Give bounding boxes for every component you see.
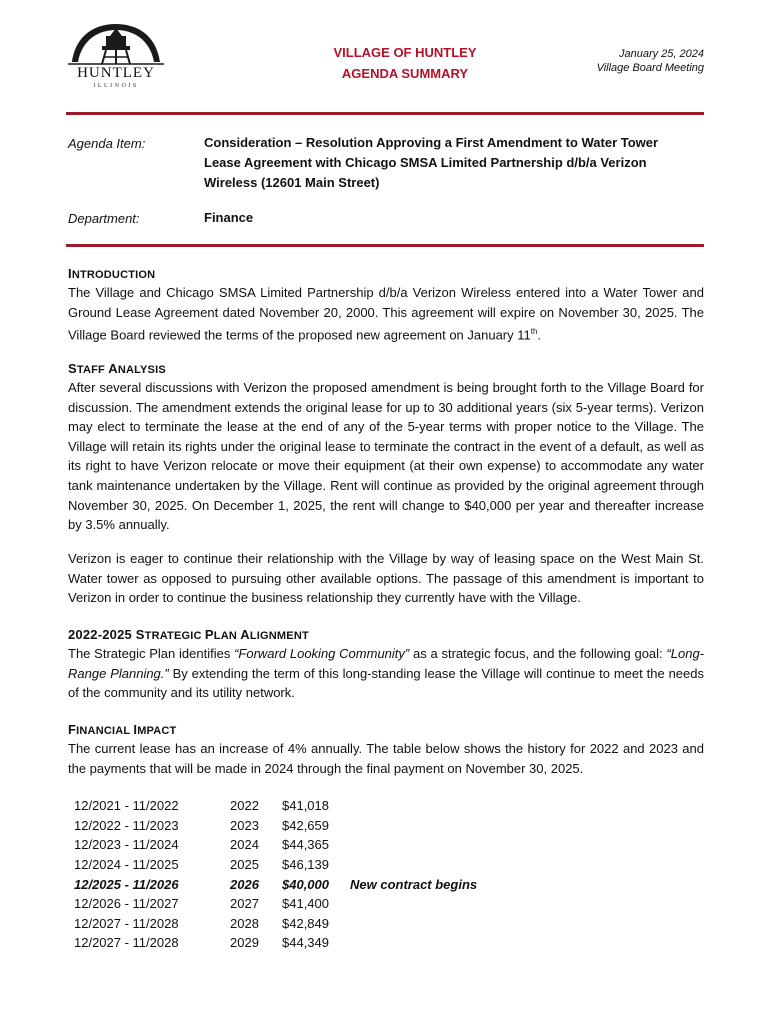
meeting-date: January 25, 2024: [618, 48, 704, 60]
strategic-plan-heading: 2022-2025 STRATEGIC PLAN ALIGNMENT: [68, 627, 309, 642]
department-value: Finance: [204, 210, 254, 225]
table-row: [68, 894, 477, 914]
period-cell: 12/2021 - 11/2022: [74, 798, 179, 814]
agenda-item-label: Agenda Item:: [68, 136, 146, 151]
payment-history-table: [68, 796, 477, 953]
note-cell: [350, 894, 477, 914]
note-cell: [350, 796, 477, 816]
table-row: [68, 796, 477, 816]
year-cell: 2028: [230, 915, 259, 931]
department-label: Department:: [68, 211, 140, 226]
period-cell: 12/2023 - 11/2024: [74, 837, 179, 853]
note-cell: [350, 855, 477, 875]
amount-cell: $41,018: [282, 798, 329, 814]
strategic-plan-text: The Strategic Plan identifies “Forward Looking Community” as a strategic focus, and the following goal: “Long-Range Planning.” By extending the term of this long-standing lease the Village will continue to meet the needs of the community and its utility network.: [68, 646, 704, 701]
note-cell: [350, 914, 477, 934]
note-cell: [350, 816, 477, 836]
amount-cell: $44,365: [282, 837, 329, 853]
agenda-item-value: Consideration – Resolution Approving a First Amendment to Water Tower Lease Agreement with Chicago SMSA Limited Partnership d/b/a Verizon Wireless (12601 Main Street): [204, 135, 659, 190]
note-cell: [350, 835, 477, 855]
amount-cell: $41,400: [282, 896, 329, 912]
amount-cell: $40,000: [282, 876, 329, 892]
water-tower-icon: [66, 22, 166, 68]
introduction-heading: INTRODUCTION: [68, 266, 156, 281]
table-row-new-contract: [68, 874, 477, 894]
amount-cell: $42,659: [282, 817, 329, 833]
year-cell: 2027: [230, 896, 259, 912]
logo-subtitle: ILLINOIS: [93, 83, 139, 89]
top-divider: [66, 112, 704, 115]
period-cell: 12/2024 - 11/2025: [74, 857, 179, 873]
table-row: [68, 835, 477, 855]
table-row: [68, 816, 477, 836]
note-cell: [350, 933, 477, 953]
staff-analysis-heading: STAFF ANALYSIS: [68, 361, 166, 376]
period-cell: 12/2027 - 11/2028: [74, 915, 179, 931]
year-cell: 2023: [230, 817, 259, 833]
year-cell: 2025: [230, 857, 259, 873]
period-cell: 12/2022 - 11/2023: [74, 817, 179, 833]
logo-wordmark: HUNTLEY: [77, 65, 155, 81]
introduction-text: The Village and Chicago SMSA Limited Partnership d/b/a Verizon Wireless entered into a Water Tower and Ground Lease Agreement dated November 20, 2000. This agreement will expire on November 30, 2025. The Village Board reviewed the terms of the proposed new agreement on January 11th.: [68, 285, 704, 343]
note-cell: New contract begins: [350, 876, 478, 892]
table-row: [68, 855, 477, 875]
summary-divider: [66, 244, 704, 247]
staff-analysis-paragraph-2: Verizon is eager to continue their relationship with the Village by way of leasing space on the West Main St. Water tower as opposed to pursuing other available options. The passage of this amendment is important to Verizon in order to continue the business relationship they currently have with the Village.: [68, 551, 704, 606]
table-row: [68, 914, 477, 934]
doc-type: AGENDA SUMMARY: [341, 66, 469, 81]
year-cell: 2026: [230, 876, 259, 892]
year-cell: 2029: [230, 935, 259, 951]
meeting-name: Village Board Meeting: [596, 62, 704, 74]
year-cell: 2024: [230, 837, 259, 853]
financial-impact-text: The current lease has an increase of 4% annually. The table below shows the history for 2022 and 2023 and the payments that will be made in 2024 through the final payment on November 30, 2025.: [68, 741, 704, 776]
period-cell: 12/2027 - 11/2028: [74, 935, 179, 951]
village-logo: [66, 22, 166, 92]
amount-cell: $42,849: [282, 915, 329, 931]
staff-analysis-paragraph-1: After several discussions with Verizon the proposed amendment is being brought forth to the Village Board for discussion. The amendment extends the original lease for up to 30 additional years (six 5-year terms). Verizon may elect to terminate the lease at the end of any of the 5-year terms with proper notice to the Village. The Village will retain its rights under the original lease to terminate the contract in the event of a default, as well as its right to have Verizon relocate or move their equipment (at their own expense) to accommodate any water tank maintenance undertaken by the Village. Rent will continue as provided by the original agreement through November 30, 2025. On December 1, 2025, the rent will change to $40,000 per year and thereafter increase by 3.5% annually.: [68, 380, 704, 533]
amount-cell: $46,139: [282, 857, 329, 873]
org-name: VILLAGE OF HUNTLEY: [333, 45, 477, 60]
period-cell: 12/2026 - 11/2027: [74, 896, 179, 912]
year-cell: 2022: [230, 798, 259, 814]
period-cell: 12/2025 - 11/2026: [74, 876, 179, 892]
amount-cell: $44,349: [282, 935, 329, 951]
financial-impact-heading: FINANCIAL IMPACT: [68, 722, 177, 737]
table-row: [68, 933, 477, 953]
